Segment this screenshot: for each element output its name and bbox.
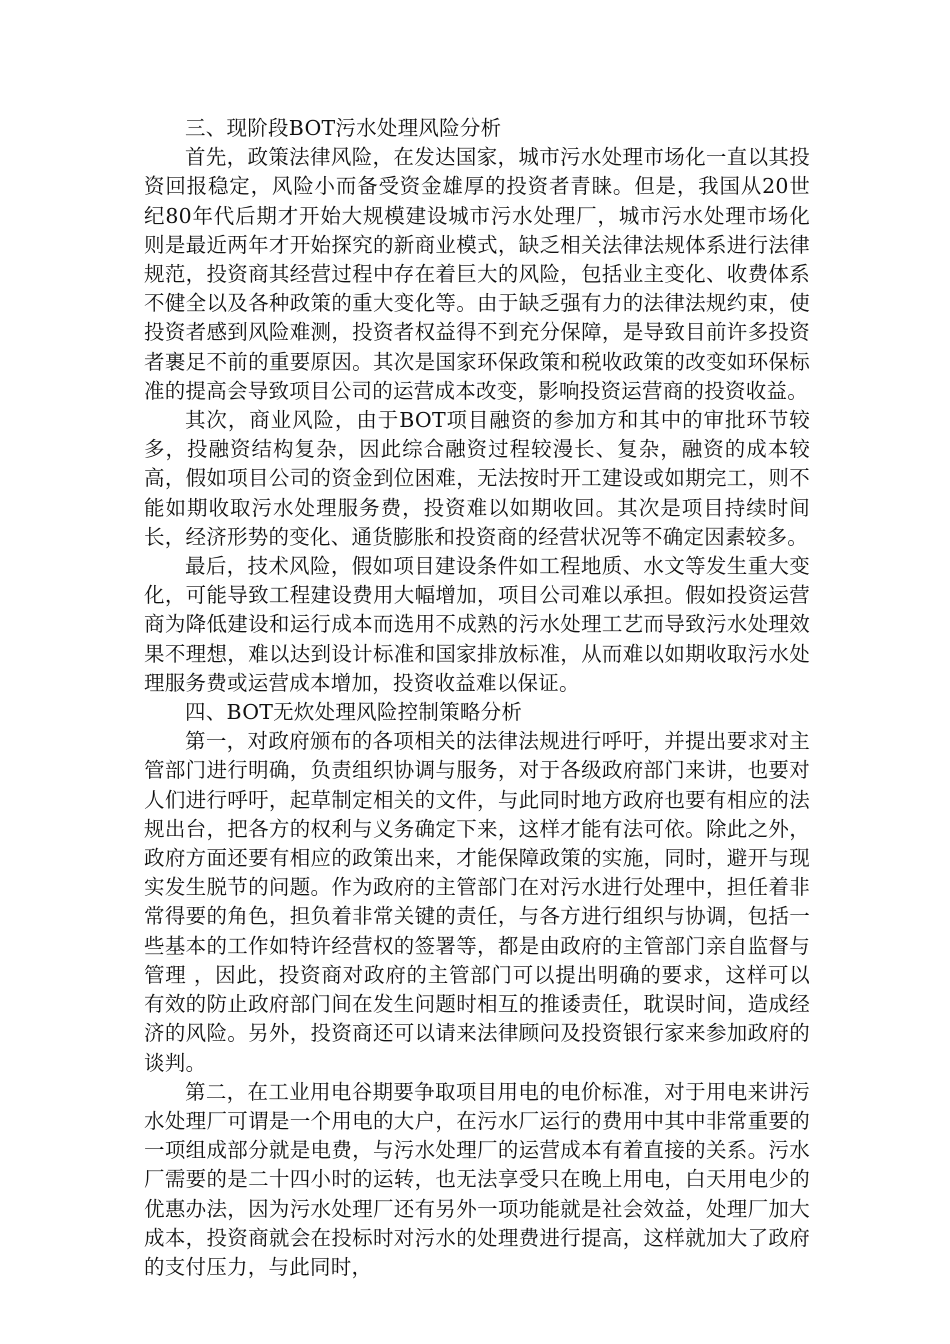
paragraph-technical-risk: 最后，技术风险，假如项目建设条件如工程地质、水文等发生重大变化，可能导致工程建设费用大幅增加，项目公司难以承担。假如投资运营商为降低建设和运行成本而选用不成熟的污水处理工艺而导致污水处理效果不理想，难以达到设计标准和国家排放标准，从而难以如期收取污水处理服务费或运营成本增加，投资收益难以保证。: [144, 554, 810, 695]
paragraph-policy-risk: 首先，政策法律风险，在发达国家，城市污水处理市场化一直以其投资回报稳定，风险小而备受资金雄厚的投资者青睐。但是，我国从20世纪80年代后期才开始大规模建设城市污水处理厂，城市污水处理市场化则是最近两年才开始探究的新商业模式，缺乏相关法律法规体系进行法律规范，投资商其经营过程中存在着巨大的风险，包括业主变化、收费体系不健全以及各种政策的重大变化等。由于缺乏强有力的法律法规约束，使投资者感到风险难测，投资者权益得不到充分保障，是导致目前许多投资者裹足不前的重要原因。其次是国家环保政策和税收政策的改变如环保标准的提高会导致项目公司的运营成本改变，影响投资运营商的投资收益。: [144, 145, 810, 403]
paragraph-strategy-first: 第一，对政府颁布的各项相关的法律法规进行呼吁，并提出要求对主管部门进行明确，负责组织协调与服务，对于各级政府部门来讲，也要对人们进行呼吁，起草制定相关的文件，与此同时地方政府也要有相应的法规出台，把各方的权利与义务确定下来，这样才能有法可依。除此之外，政府方面还要有相应的政策出来，才能保障政策的实施，同时，避开与现实发生脱节的问题。作为政府的主管部门在对污水进行处理中，担任着非常得要的角色，担负着非常关键的责任，与各方进行组织与协调，包括一些基本的工作如特许经营权的签署等，都是由政府的主管部门亲自监督与管理 ，因此，投资商对政府的主管部门可以提出明确的要求，这样可以有效的防止政府部门间在发生问题时相互的推诿责任，耽误时间，造成经济的风险。另外，投资商还可以请来法律顾问及投资银行家来参加政府的谈判。: [144, 729, 810, 1075]
paragraph-business-risk: 其次，商业风险，由于BOT项目融资的参加方和其中的审批环节较多，投融资结构复杂，因此综合融资过程较漫长、复杂，融资的成本较高，假如项目公司的资金到位困难，无法按时开工建设或如期完工，则不能如期收取污水处理服务费，投资难以如期收回。其次是项目持续时间长，经济形势的变化、通货膨胀和投资商的经营状况等不确定因素较多。: [144, 408, 810, 549]
section-heading-4: 四、BOT无炊处理风险控制策略分析: [185, 700, 523, 725]
document-body: [144, 114, 810, 1282]
paragraph-strategy-second: 第二，在工业用电谷期要争取项目用电的电价标准，对于用电来讲污水处理厂可谓是一个用电的大户，在污水厂运行的费用中其中非常重要的一项组成部分就是电费，与污水处理厂的运营成本有着直接的关系。污水厂需要的是二十四小时的运转，也无法享受只在晚上用电，白天用电少的优惠办法，因为污水处理厂还有另外一项功能就是社会效益，处理厂加大成本，投资商就会在投标时对污水的处理费进行提高，这样就加大了政府的支付压力，与此同时，: [144, 1079, 810, 1279]
section-heading-3: 三、现阶段BOT污水处理风险分析: [185, 116, 502, 140]
